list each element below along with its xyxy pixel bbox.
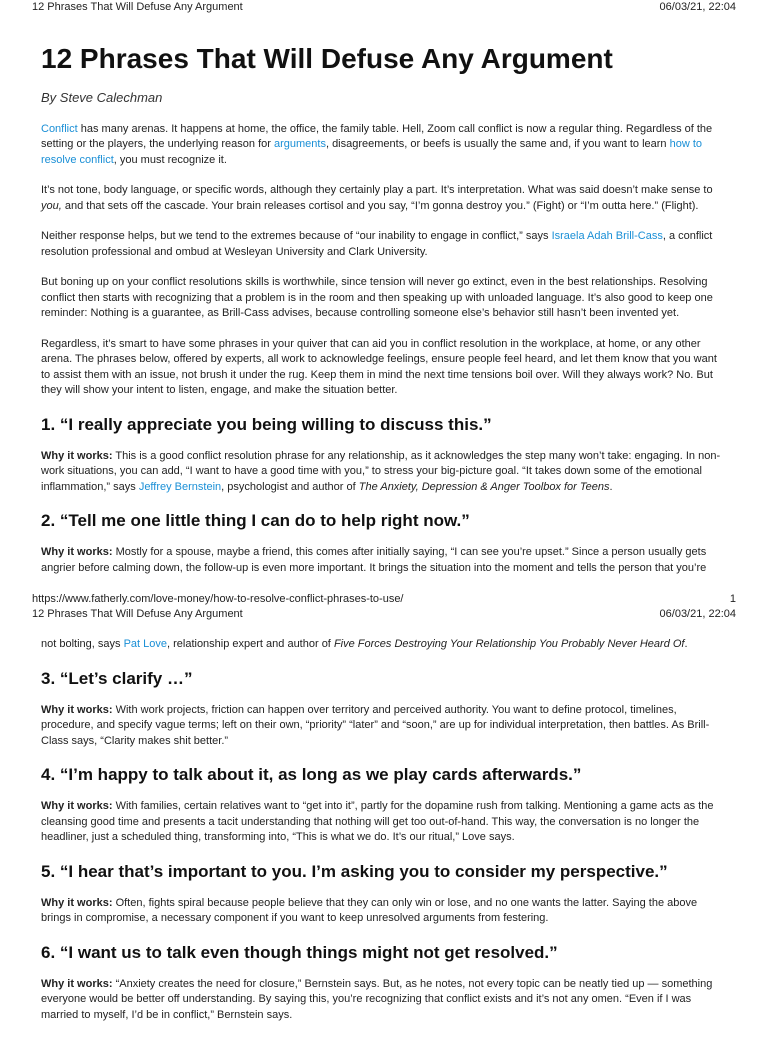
intro-paragraph: Regardless, it’s smart to have some phrases in your quiver that can aid you in conflict resolution in the workplace, at home, or any other arena. The phrases below, offered by experts, all work to acknowledge feelings, ensure people feel heard, and let them know that you want to assist them with an issue, not brush it under the rug. Keep them in mind the next time tensions boil over. Will they always work? No. But they will show your intent to listen, engage, and make the situation better.	[41, 337, 717, 396]
print-header-datetime: 06/03/21, 22:04	[659, 608, 736, 620]
section-heading-2: 2. “Tell me one little thing I can do to help right now.”	[41, 511, 470, 530]
section-heading-5: 5. “I hear that’s important to you. I’m asking you to consider my perspective.”	[41, 861, 668, 881]
section-heading-3: 3. “Let’s clarify …”	[41, 668, 193, 688]
why-it-works-label: Why it works:	[41, 449, 113, 462]
print-footer	[32, 593, 736, 606]
why-it-works-label: Why it works:	[41, 896, 113, 909]
conflict-link[interactable]: Conflict	[41, 122, 78, 135]
section-body-6: Why it works: “Anxiety creates the need for closure,” Bernstein says. But, as he notes, not every topic can be neatly tied up — something everyone would be better off understanding. By saying this, you’re recognizing that conflict exists and it’s not any omen. “Even if I was married to myself, I’d be in conflict,” Bernstein says.	[41, 977, 713, 1021]
section-body-3: Why it works: With work projects, friction can happen over territory and perceived authority. You want to define protocol, timelines, procedure, and specify vague terms; left on their own, “priority” “later” and “soon,” are up for individual interpretation, then battles. As Brill-Class says, “Clarity makes shit better.”	[41, 703, 710, 747]
print-header-datetime: 06/03/21, 22:04	[659, 1, 736, 13]
section-heading-6: 6. “I want us to talk even though things might not get resolved.”	[41, 942, 558, 962]
israela-adah-brill-cass-link[interactable]: Israela Adah Brill-Cass	[551, 230, 663, 242]
print-header-page-2	[32, 608, 736, 621]
print-header-title: 12 Phrases That Will Defuse Any Argument	[32, 608, 243, 620]
print-footer-page-number: 1	[729, 593, 736, 605]
section-body-1: Why it works: This is a good conflict resolution phrase for any relationship, as it acknowledges the step many won’t take: engaging. In non-work situations, you can add, “I want to have a good time with you,” to stress your big-picture goal. “It takes down some of the emotional inflammation,” says Jeffrey Bernstein, psychologist and author of The Anxiety, Depression & Anger Toolbox for Teens.	[41, 449, 721, 493]
section-body-2-continued: not bolting, says Pat Love, relationship expert and author of Five Forces Destroying Your Relationship You Probably Never Heard Of.	[41, 638, 688, 650]
jeffrey-bernstein-link[interactable]: Jeffrey Bernstein	[138, 480, 222, 493]
print-header	[32, 1, 736, 14]
pat-love-link[interactable]: Pat Love	[123, 638, 167, 650]
article-byline: By Steve Calechman	[41, 90, 163, 105]
section-body-4: Why it works: With families, certain relatives want to “get into it”, partly for the dopamine rush from talking. Mentioning a game acts as the cleansing good time and presents a tacit understanding that nothing will get too out-of-hand. This way, the conversation is no longer the headliner, just a scheduled thing, transforming into, “This is what we do. It’s our ritual,” Love says.	[41, 800, 714, 843]
intro-paragraph: Conflict has many arenas. It happens at home, the office, the family table. Hell, Zoom call conflict is now a regular thing. Regardless of the setting or the players, the underlying reason for arguments, disagreements, or beefs is usually the same and, if you want to learn how to resolve conflict, you must recognize it.	[41, 122, 713, 166]
how-to-resolve-conflict-link[interactable]: how to resolve conflict	[41, 138, 703, 166]
article-page-2	[41, 637, 727, 1038]
arguments-link[interactable]: arguments	[273, 138, 326, 150]
why-it-works-label: Why it works:	[41, 977, 113, 990]
section-heading-4: 4. “I’m happy to talk about it, as long as we play cards afterwards.”	[41, 765, 582, 784]
why-it-works-label: Why it works:	[41, 703, 113, 716]
section-body-2: Why it works: Mostly for a spouse, maybe a friend, this comes after initially saying, “I can see you’re upset.” Since a person usually gets angrier before calming down, the follow-up is even more important. It brings the situation into the moment and tells the person that you’re	[41, 546, 707, 574]
section-body-5: Why it works: Often, fights spiral because people believe that they can only win or lose, and no one wants the latter. Saying the above brings in compromise, a necessary component if you want to keep unresolved arguments from festering.	[41, 896, 698, 924]
intro-paragraph: It’s not tone, body language, or specific words, although they certainly play a part. It’s interpretation. What was said doesn’t make sense to you, and that sets off the cascade. Your brain releases cortisol and you say, “I’m gonna destroy you.” (Fight) or “I’m outta here.” (Flight).	[41, 184, 713, 212]
intro-paragraph: But boning up on your conflict resolutions skills is worthwhile, since tension will never go extinct, even in the best relationships. Resolving conflict then starts with recognizing that a problem is in the room and then speaking up with unloaded language. It’s also good to keep one reminder: Nothing is a guarantee, as Brill-Cass advises, because controlling someone else’s behavior still hasn’t been invented yet.	[41, 276, 713, 319]
article-title: 12 Phrases That Will Defuse Any Argument	[41, 43, 613, 74]
why-it-works-label: Why it works:	[41, 546, 113, 558]
print-footer-url: https://www.fatherly.com/love-money/how-to-resolve-conflict-phrases-to-use/	[32, 593, 404, 605]
why-it-works-label: Why it works:	[41, 800, 113, 812]
intro-paragraph: Neither response helps, but we tend to the extremes because of “our inability to engage in conflict,” says Israela Adah Brill-Cass, a conflict resolution professional and ombud at Wesleyan University and Clark University.	[41, 230, 713, 258]
article-page-1	[41, 42, 727, 591]
section-heading-1: 1. “I really appreciate you being willing to discuss this.”	[41, 414, 492, 434]
print-header-title: 12 Phrases That Will Defuse Any Argument	[32, 1, 243, 13]
